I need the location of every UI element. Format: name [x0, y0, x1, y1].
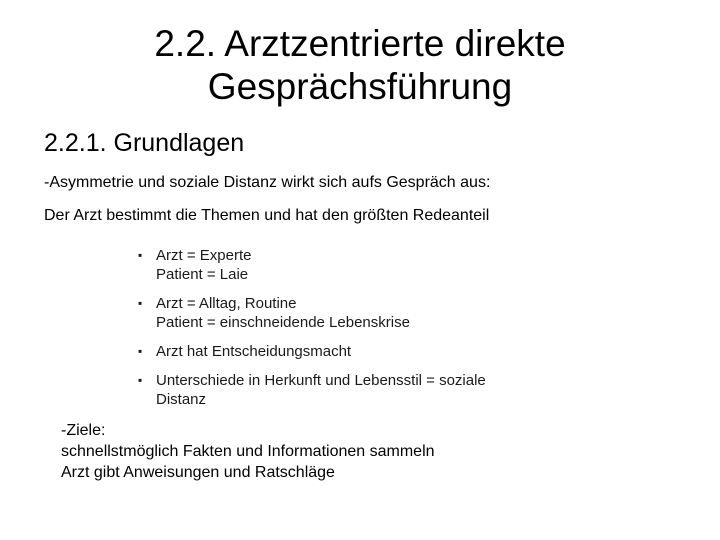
- intro-line-doctor-role: Der Arzt bestimmt die Themen und hat den größten Redeanteil: [44, 207, 490, 224]
- bullet-item-decision-power: [136, 342, 486, 361]
- bullet-list: [136, 246, 486, 419]
- bullet-item-expert: [136, 246, 486, 284]
- slide-title-line-1: 2.2. Arztzentrierte direkte: [154, 23, 566, 64]
- intro-line-asymmetry: -Asymmetrie und soziale Distanz wirkt sich aufs Gespräch aus:: [44, 174, 491, 191]
- goals-line-facts: schnellstmöglich Fakten und Informationen sammeln: [61, 443, 435, 460]
- goals-block: [61, 420, 435, 483]
- goals-line-instructions: Arzt gibt Anweisungen und Ratschläge: [61, 464, 335, 481]
- slide-title: [0, 22, 720, 108]
- bullet-square-icon: ▪: [138, 296, 143, 310]
- bullet-line: Unterschiede in Herkunft und Lebensstil = soziale: [156, 372, 486, 389]
- section-subheading: 2.2.1. Grundlagen: [44, 129, 245, 157]
- bullet-item-social-distance: [136, 371, 486, 409]
- bullet-line: Arzt hat Entscheidungsmacht: [156, 343, 352, 360]
- bullet-square-icon: ▪: [138, 373, 143, 387]
- bullet-line: Arzt = Experte: [156, 247, 252, 264]
- bullet-square-icon: ▪: [138, 344, 143, 358]
- bullet-line: Patient = Laie: [156, 266, 249, 283]
- bullet-line: Patient = einschneidende Lebenskrise: [156, 314, 410, 331]
- bullet-line: Arzt = Alltag, Routine: [156, 295, 297, 312]
- goals-heading: -Ziele:: [61, 422, 106, 439]
- bullet-item-routine: [136, 294, 486, 332]
- slide-title-line-2: Gesprächsführung: [207, 66, 513, 107]
- bullet-square-icon: ▪: [138, 248, 143, 262]
- bullet-line: Distanz: [156, 391, 207, 408]
